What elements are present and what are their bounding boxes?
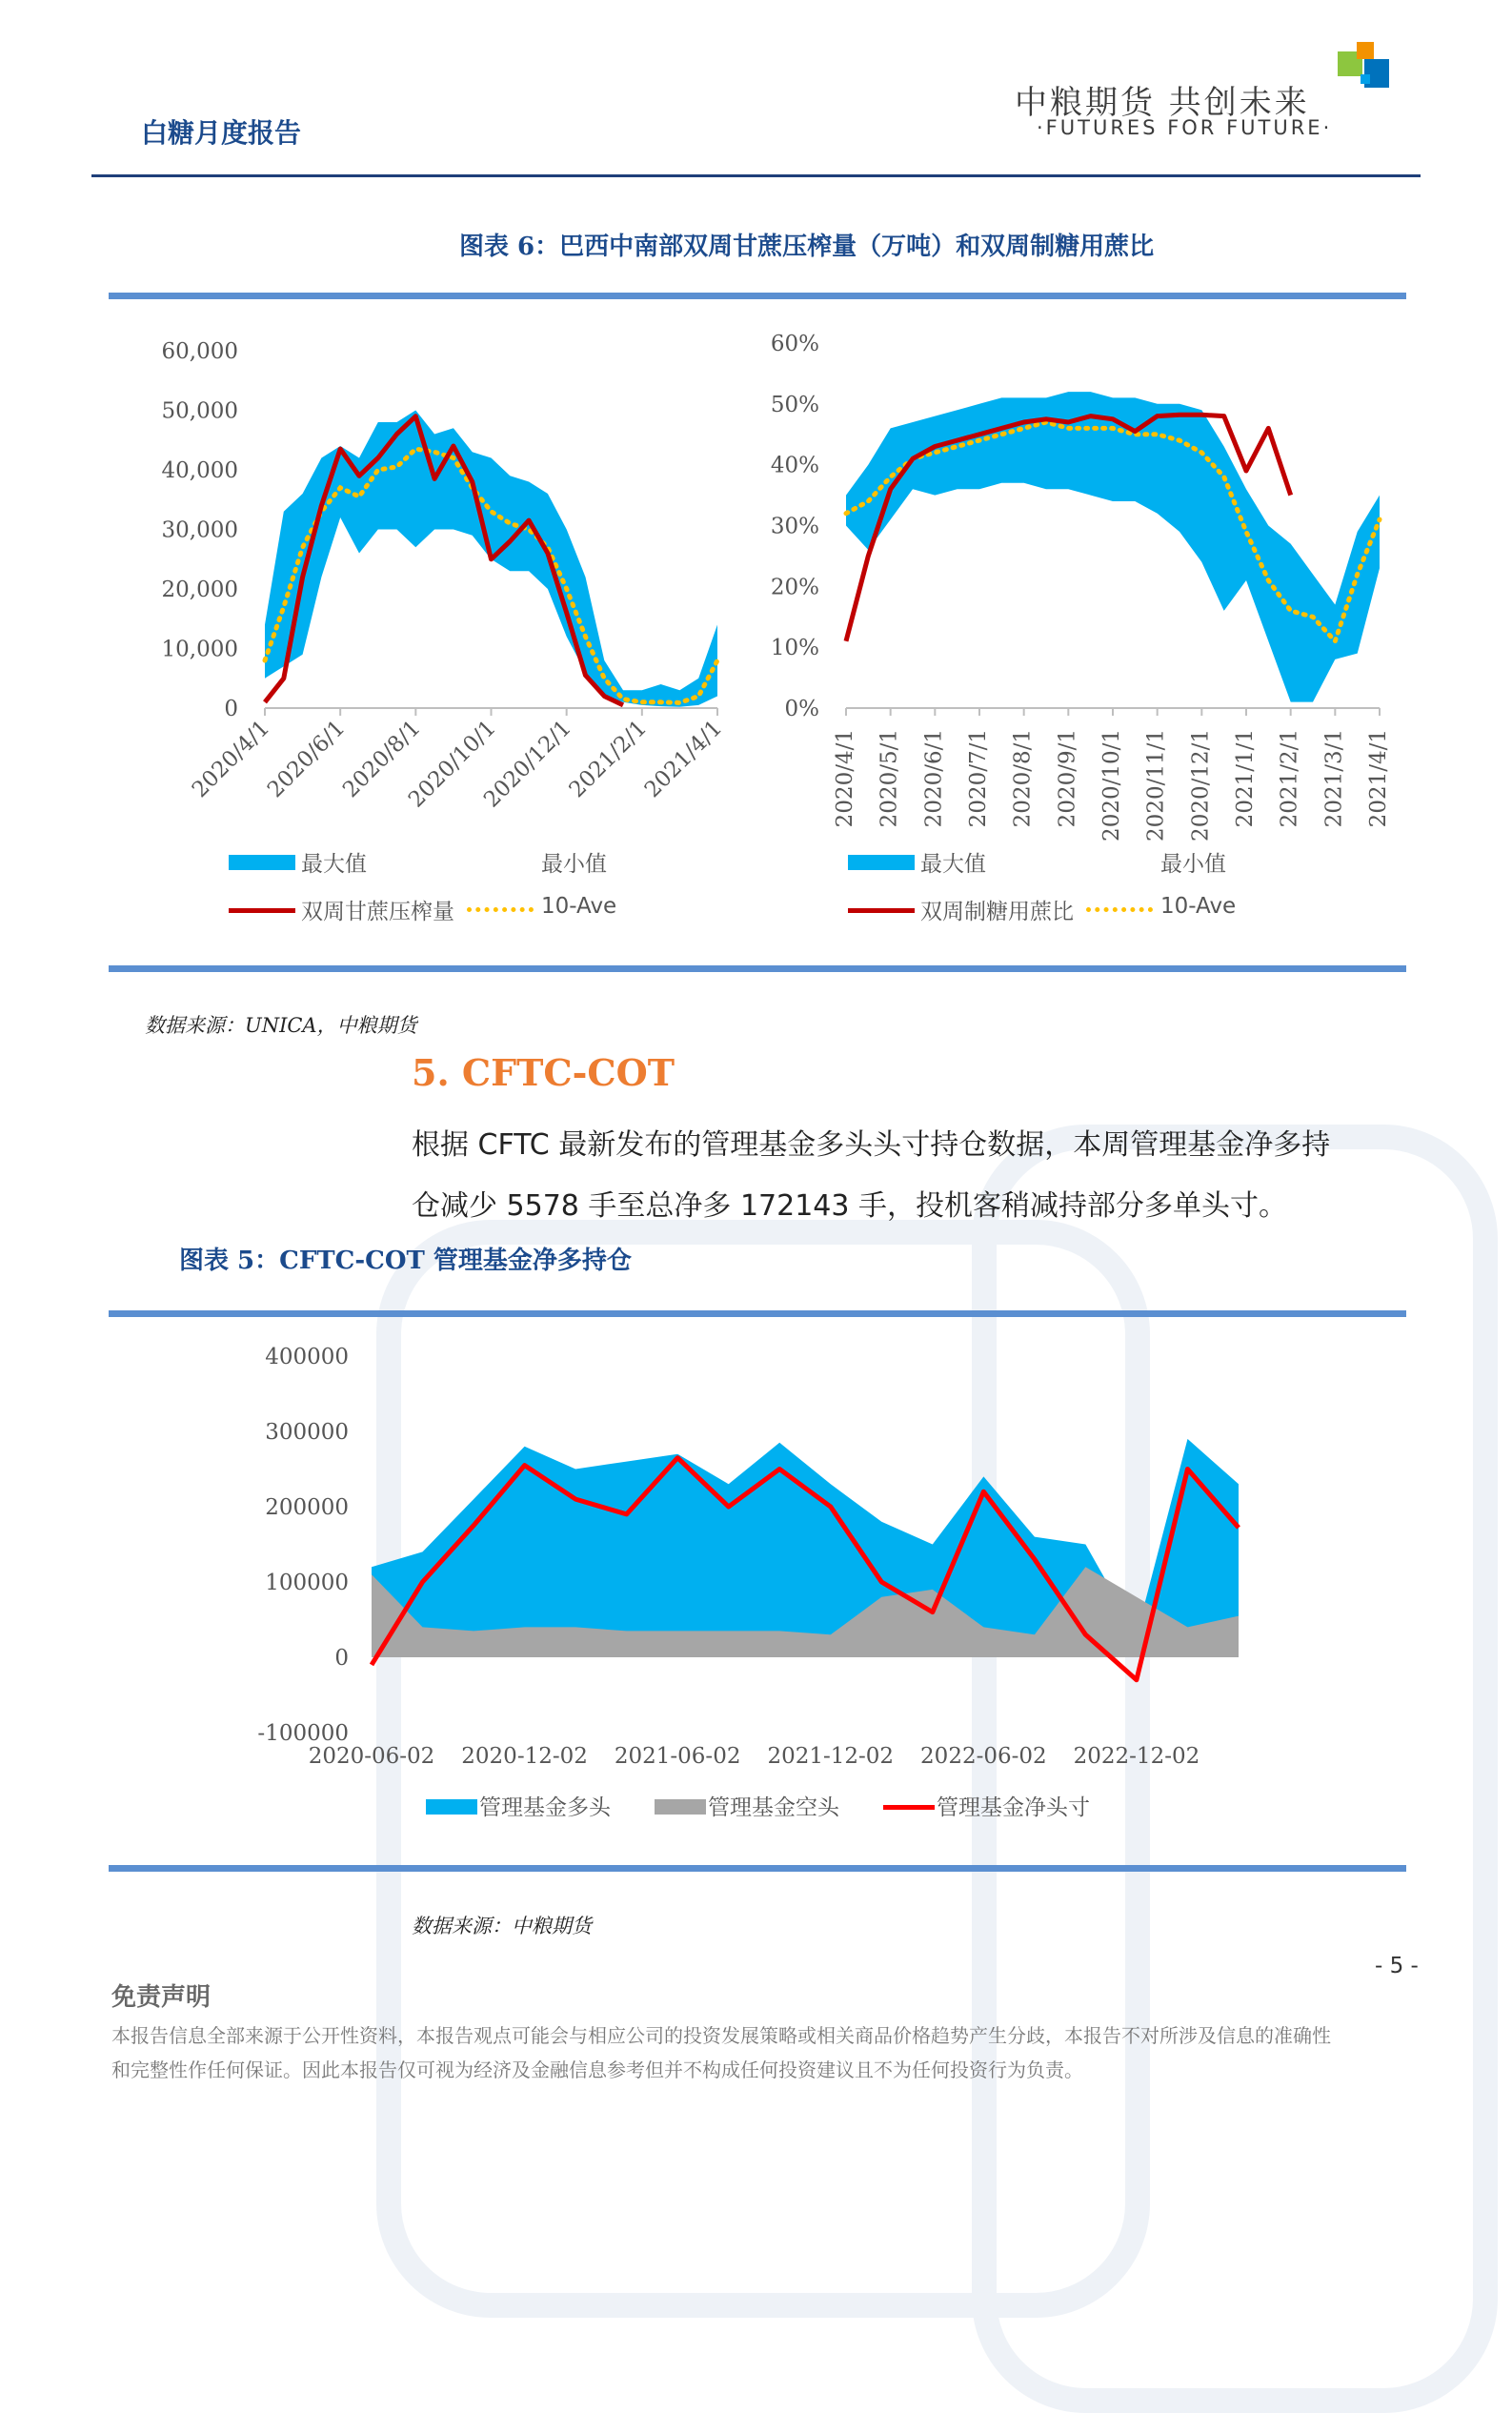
x-tick-label: 2020/10/1 [1099, 729, 1124, 842]
y-tick-label: 60% [770, 332, 819, 356]
y-tick-label: 20,000 [161, 578, 238, 602]
crush-legend [229, 846, 724, 923]
x-tick-label: 2021/2/1 [564, 715, 653, 803]
legend-max-label: 最大值 [920, 852, 986, 877]
y-tick-label: 30,000 [161, 517, 238, 543]
legend-net-swatch [883, 1805, 935, 1810]
brand-name-cn: 中粮期货 共创未来 [1015, 84, 1310, 122]
disclaimer-line: 本报告信息全部来源于公开性资料，本报告观点可能会与相应公司的投资发展策略或相关商品价格趋势产生分歧，本报告不对所涉及信息的准确性 [111, 2024, 1331, 2047]
x-tick-label: 2021/1/1 [1233, 729, 1258, 828]
legend-max-swatch [229, 855, 295, 870]
x-tick-label: 2020/8/1 [1010, 729, 1036, 828]
legend-long-label: 管理基金多头 [479, 1795, 611, 1820]
x-tick-label: 2020/9/1 [1055, 729, 1080, 828]
y-tick-label: 100000 [265, 1571, 349, 1595]
y-tick-label: 50% [770, 392, 819, 417]
legend-crush-label: 双周甘蔗压榨量 [301, 900, 454, 924]
figure5-source: 数据来源：中粮期货 [412, 1915, 592, 1937]
cot-legend [426, 1790, 1150, 1824]
legend-max-swatch [848, 855, 915, 870]
max-min-band [846, 392, 1380, 701]
y-tick-label: 0 [334, 1646, 349, 1671]
y-tick-label: -100000 [257, 1721, 349, 1746]
x-tick-label: 2021-12-02 [767, 1744, 895, 1769]
legend-ave-label: 10-Ave [1160, 894, 1237, 919]
legend-crush-swatch [229, 908, 295, 913]
x-tick-label: 2022-06-02 [920, 1744, 1047, 1769]
y-tick-label: 60,000 [161, 339, 238, 364]
disclaimer-title: 免责声明 [111, 1983, 212, 2012]
sugar-mix-chart [762, 314, 1391, 848]
disclaimer-text [111, 2018, 1407, 2087]
y-tick-label: 40,000 [161, 458, 238, 483]
legend-short-label: 管理基金空头 [708, 1795, 839, 1820]
legend-net-label: 管理基金净头寸 [937, 1795, 1090, 1820]
y-tick-label: 200000 [265, 1495, 349, 1520]
x-tick-label: 2020/6/1 [262, 715, 351, 803]
legend-mix-swatch [848, 908, 915, 913]
x-tick-label: 2020/5/1 [877, 729, 902, 828]
x-tick-label: 2021/4/1 [639, 715, 728, 803]
paragraph-line: 根据 CFTC 最新发布的管理基金多头头寸持仓数据，本周管理基金净多持 [412, 1128, 1331, 1162]
x-tick-label: 2022-12-02 [1073, 1744, 1200, 1769]
page-number: - 5 - [1375, 1954, 1419, 1978]
x-tick-label: 2021-06-02 [614, 1744, 741, 1769]
x-tick-label: 2020-12-02 [461, 1744, 588, 1769]
legend-ave-swatch [467, 907, 534, 912]
x-tick-label: 2020/7/1 [966, 729, 991, 828]
y-tick-label: 300000 [265, 1420, 349, 1445]
y-tick-label: 50,000 [161, 398, 238, 424]
figure5-title: 图表 5：CFTC-COT 管理基金净多持仓 [179, 1247, 632, 1275]
x-tick-label: 2021/4/1 [1366, 729, 1391, 828]
section-paragraph [412, 1115, 1421, 1237]
y-tick-label: 10,000 [161, 637, 238, 662]
x-tick-label: 2020/4/1 [833, 729, 857, 828]
header-divider [91, 174, 1421, 177]
crush-volume-chart [133, 314, 762, 848]
x-tick-label: 2020/10/1 [403, 715, 501, 813]
figure5-top-bar [109, 1310, 1406, 1317]
legend-min-label: 最小值 [1160, 852, 1226, 877]
disclaimer-line: 和完整性作任何保证。因此本报告仅可视为经济及金融信息参考但并不构成任何投资建议且不为任何投资行为负责。 [111, 2058, 1083, 2081]
brand-logo-icon [1338, 42, 1389, 95]
legend-long-swatch [426, 1799, 477, 1815]
figure6-title: 图表 6：巴西中南部双周甘蔗压榨量（万吨）和双周制糖用蔗比 [459, 233, 1155, 261]
y-tick-label: 10% [770, 636, 819, 661]
y-tick-label: 0 [224, 697, 238, 721]
legend-mix-label: 双周制糖用蔗比 [920, 900, 1074, 924]
cftc-net-long-chart [238, 1329, 1286, 1787]
legend-short-swatch [655, 1799, 706, 1815]
brand-slogan-en: ·FUTURES FOR FUTURE· [1037, 116, 1333, 139]
y-tick-label: 400000 [265, 1345, 349, 1369]
legend-ave-swatch [1086, 907, 1153, 912]
y-tick-label: 40% [770, 453, 819, 478]
x-tick-label: 2020/11/1 [1143, 729, 1169, 842]
section-heading: 5. CFTC-COT [412, 1051, 675, 1094]
report-title: 白糖月度报告 [141, 117, 302, 149]
x-tick-label: 2020/12/1 [1188, 729, 1214, 842]
x-tick-label: 2020/8/1 [338, 715, 426, 803]
x-tick-label: 2020/4/1 [187, 715, 275, 803]
x-tick-label: 2021/2/1 [1277, 729, 1302, 828]
x-tick-label: 2020-06-02 [308, 1744, 435, 1769]
figure6-bottom-bar [109, 965, 1406, 972]
x-tick-label: 2020/12/1 [479, 715, 576, 813]
figure5-bottom-bar [109, 1865, 1406, 1872]
legend-ave-label: 10-Ave [541, 894, 617, 919]
legend-min-label: 最小值 [541, 852, 607, 877]
x-tick-label: 2020/6/1 [921, 729, 947, 828]
figure6-top-bar [109, 293, 1406, 299]
legend-max-label: 最大值 [301, 852, 367, 877]
mix-legend [848, 846, 1343, 923]
paragraph-line: 仓减少 5578 手至总净多 172143 手，投机客稍减持部分多单头寸。 [412, 1189, 1288, 1223]
y-tick-label: 20% [770, 575, 819, 600]
y-tick-label: 0% [784, 697, 819, 721]
figure6-source: 数据来源：UNICA，中粮期货 [145, 1014, 417, 1037]
x-tick-label: 2021/3/1 [1321, 729, 1347, 828]
y-tick-label: 30% [770, 514, 819, 539]
